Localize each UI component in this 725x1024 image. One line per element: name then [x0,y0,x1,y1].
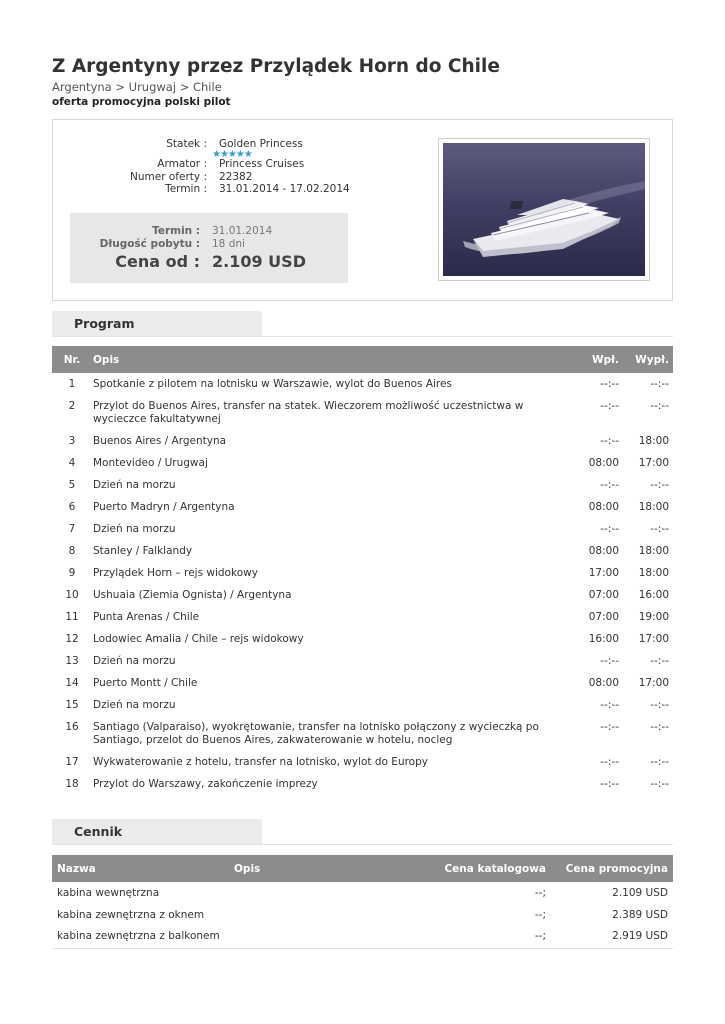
pricing-row-desc [234,882,364,904]
program-row [52,716,673,751]
program-row-desc: Punta Arenas / Chile [93,611,200,623]
col-name-header: Nazwa [52,855,234,882]
program-row-arrival: --:-- [600,778,619,790]
program-row-arrival: 07:00 [588,611,619,623]
program-row [52,694,673,716]
breadcrumb: Argentyna > Urugwaj > Chile [52,80,222,94]
program-row [52,562,673,584]
ship-value: Golden Princess [219,138,303,150]
program-row-desc: Santiago (Valparaiso), wyokrętowanie, transfer na lotnisko połączony z wycieczką po Santiago, przelot do Buenos Aires, zakwaterowanie w hotelu, nocleg [93,721,539,746]
program-row-nr: 5 [68,479,76,491]
program-row-nr: 16 [65,721,79,733]
program-row-nr: 14 [65,677,79,689]
program-row-departure: --:-- [650,378,669,390]
program-row [52,430,673,452]
program-row-nr: 12 [65,633,79,645]
pricing-row-catalog: --; [364,926,549,948]
program-row [52,496,673,518]
price-term-value: 31.01.2014 [212,225,273,237]
program-row-arrival: --:-- [600,699,619,711]
pricing-row-promo: 2.389 USD [612,908,668,921]
program-row-arrival: 08:00 [588,457,619,469]
pricing-table [52,855,673,949]
col-pdesc-header: Opis [234,855,364,882]
program-row-departure: 17:00 [638,633,669,645]
pricing-row-promo: 2.109 USD [612,886,668,899]
program-row-arrival: 17:00 [588,567,619,579]
program-row [52,650,673,672]
program-row-nr: 4 [68,457,76,469]
pricing-row-catalog: --; [534,886,546,899]
col-nr-header: Nr. [52,346,92,373]
program-row-nr: 9 [68,567,76,579]
program-row-desc: Wykwaterowanie z hotelu, transfer na lotnisko, wylot do Europy [93,756,428,768]
duration-row [70,238,348,251]
pricing-row-desc [234,926,364,948]
price-term-label: Termin : [152,225,200,237]
owner-value: Princess Cruises [219,158,305,170]
program-row-departure: 18:00 [638,501,669,513]
price-from-row [70,251,348,273]
col-out-header: Wypł. [625,346,673,373]
price-term-row [70,225,348,238]
pricing-row [52,882,673,904]
program-row-departure: --:-- [650,523,669,535]
program-row-nr: 8 [68,545,76,557]
program-row-desc: Lodowiec Amalia / Chile – rejs widokowy [93,633,304,645]
program-row-desc: Puerto Madryn / Argentyna [93,501,235,513]
program-row-departure: 18:00 [638,545,669,557]
program-row-arrival: --:-- [600,479,619,491]
program-row-desc: Dzień na morzu [93,523,176,535]
duration-value: 18 dni [212,238,245,250]
program-row-arrival: 16:00 [588,633,619,645]
pricing-row [52,926,673,948]
program-row-departure: --:-- [650,400,669,412]
program-row-nr: 7 [68,523,76,535]
program-row-desc: Montevideo / Urugwaj [93,457,208,469]
program-row-arrival: 08:00 [588,677,619,689]
ship-photo [438,138,650,281]
program-row-nr: 6 [68,501,76,513]
program-row-departure: 17:00 [638,677,669,689]
offer-number-label: Numer oferty : [130,171,207,183]
pricing-row-name: kabina zewnętrzna z oknem [57,908,205,921]
program-table [52,346,673,795]
term-value: 31.01.2014 - 17.02.2014 [219,183,350,195]
page-title: Z Argentyny przez Przylądek Horn do Chile [52,56,500,77]
col-in-header: Wpł. [569,346,625,373]
program-row-nr: 3 [68,435,76,447]
program-row-desc: Przylot do Buenos Aires, transfer na statek. Wieczorem możliwość uczestnictwa w wycieczce fakultatywnej [93,400,524,425]
price-from-value: 2.109 USD [212,252,306,271]
price-box [70,213,348,283]
program-row-arrival: --:-- [600,435,619,447]
program-row-nr: 15 [65,699,79,711]
pricing-row-name: kabina zewnętrzna z balkonem [52,926,234,948]
program-row-arrival: --:-- [600,400,619,412]
term-label: Termin : [165,183,207,195]
price-from-label: Cena od : [115,252,200,271]
program-row [52,751,673,773]
program-row-desc: Dzień na morzu [93,699,176,711]
program-row [52,518,673,540]
program-row [52,540,673,562]
program-row-nr: 2 [68,400,76,412]
program-row-nr: 13 [65,655,79,667]
program-row-nr: 17 [65,756,79,768]
program-row-departure: --:-- [650,699,669,711]
program-row [52,773,673,795]
program-row-arrival: --:-- [600,655,619,667]
col-promo-header: Cena promocyjna [549,855,673,882]
offer-number-value: 22382 [219,171,253,183]
pricing-header-row [52,855,673,882]
program-row [52,474,673,496]
program-row-departure: 19:00 [638,611,669,623]
program-row-nr: 18 [65,778,79,790]
program-header-row [52,346,673,373]
program-row-departure: --:-- [650,721,669,733]
program-row [52,672,673,694]
program-row-departure: --:-- [650,655,669,667]
program-row-arrival: --:-- [600,756,619,768]
program-row [52,628,673,650]
program-row-desc: Ushuaia (Ziemia Ognista) / Argentyna [93,589,292,601]
star-rating-icon: ★★★★★ [212,149,252,160]
program-row-arrival: --:-- [600,721,619,733]
ship-row [60,138,480,151]
pricing-row-desc [234,904,364,926]
pricing-divider [52,844,673,845]
program-row-arrival: 08:00 [588,545,619,557]
col-catalog-header: Cena katalogowa [364,855,549,882]
program-row-nr: 11 [65,611,79,623]
program-row-desc: Puerto Montt / Chile [93,677,198,689]
owner-label: Armator : [157,158,207,170]
program-row-departure: 18:00 [638,567,669,579]
program-row-arrival: --:-- [600,523,619,535]
program-row-departure: 18:00 [638,435,669,447]
pricing-row-promo: 2.919 USD [549,926,673,948]
ship-label: Statek : [166,138,207,150]
program-row-nr: 10 [65,589,79,601]
program-row-departure: --:-- [650,778,669,790]
program-row-desc: Dzień na morzu [93,479,176,491]
program-row-desc: Dzień na morzu [93,655,176,667]
program-row-arrival: 07:00 [588,589,619,601]
offer-subtitle: oferta promocyjna polski pilot [52,96,231,108]
program-row [52,606,673,628]
cruise-ship-image [443,143,645,276]
program-row-arrival: 08:00 [588,501,619,513]
program-row-nr: 1 [68,378,76,390]
program-row-departure: 17:00 [638,457,669,469]
program-section-title: Program [52,311,262,337]
program-row-desc: Przylądek Horn – rejs widokowy [93,567,258,579]
program-row-departure: --:-- [650,756,669,768]
duration-label: Długość pobytu : [99,238,200,250]
pricing-section-title: Cennik [52,819,262,845]
program-row-arrival: --:-- [600,378,619,390]
program-row [52,452,673,474]
pricing-row-catalog: --; [534,908,546,921]
program-row [52,373,673,395]
program-row-desc: Buenos Aires / Argentyna [93,435,227,447]
program-divider [52,336,673,337]
pricing-row-name: kabina wewnętrzna [57,886,160,899]
owner-row [60,158,480,171]
pricing-row [52,904,673,926]
program-row [52,395,673,430]
program-row-desc: Stanley / Falklandy [93,545,193,557]
program-row-desc: Przylot do Warszawy, zakończenie imprezy [93,778,318,790]
program-row-departure: --:-- [650,479,669,491]
program-row-desc: Spotkanie z pilotem na lotnisku w Warszawie, wylot do Buenos Aires [93,378,452,390]
col-desc-header: Opis [92,346,569,373]
program-row-departure: 16:00 [638,589,669,601]
term-row [60,183,480,196]
program-row [52,584,673,606]
